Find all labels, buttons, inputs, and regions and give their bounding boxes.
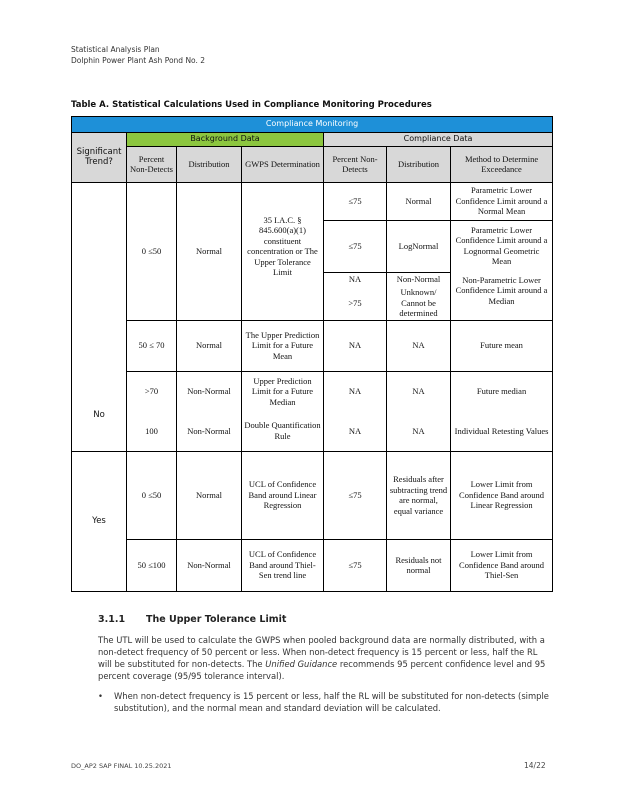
cell-cm-distribution: NA	[387, 320, 451, 371]
col-gwps-determination: GWPS Determination	[242, 146, 324, 182]
col-bg-percent-nondetects: Percent Non-Detects	[127, 146, 177, 182]
header-line-1: Statistical Analysis Plan	[71, 45, 160, 54]
paragraph-italic: Unified Guidance	[265, 659, 338, 669]
cell-cm-distribution: Residuals after subtracting trend are normal, equal variance	[387, 451, 451, 539]
cell-gwps: 35 I.A.C. § 845.600(a)(1) constituent concentration or The Upper Tolerance Limit	[242, 182, 324, 320]
cell-cm-percent: ≤75	[324, 451, 387, 539]
cell-gwps: Upper Prediction Limit for a Future Median	[242, 371, 324, 411]
paragraph-text-2: recommends 95 percent confidence level and 95 percent coverage (95/95 tolerance interval).	[98, 659, 546, 681]
cell-cm-distribution: Unknown/ Cannot be determined	[387, 286, 451, 320]
cell-bg-percent: 100	[127, 411, 177, 451]
trend-no-cell: No	[72, 182, 127, 451]
col-method: Method to Determine Exceedance	[451, 146, 553, 182]
page-number: 14/22	[524, 761, 546, 770]
compliance-data-header: Compliance Data	[324, 133, 553, 147]
table-row	[72, 451, 553, 539]
cell-cm-distribution: NA	[387, 371, 451, 411]
cell-method: Future median	[451, 371, 553, 411]
cell-bg-percent: 50 ≤ 70	[127, 320, 177, 371]
cell-cm-percent: NA	[324, 371, 387, 411]
cell-bg-distribution: Non-Normal	[177, 371, 242, 411]
cell-bg-percent: 50 ≤100	[127, 539, 177, 591]
cell-gwps: UCL of Confidence Band around Linear Regression	[242, 451, 324, 539]
table-row	[72, 371, 553, 411]
table-caption: Table A. Statistical Calculations Used in Compliance Monitoring Procedures	[71, 100, 432, 110]
cell-cm-percent: NA	[324, 320, 387, 371]
cell-cm-distribution: Residuals not normal	[387, 539, 451, 591]
cell-cm-percent: ≤75	[324, 539, 387, 591]
cell-cm-distribution: Non-Normal	[387, 272, 451, 286]
paragraph-text-1: The UTL will be used to calculate the GWPS when pooled background data are normally distributed, with a non-detect frequency of 50 percent or less. When non-detect frequency is 15 percent or less, half the RL will be substituted for non-detects. The	[98, 635, 545, 669]
section-number: 3.1.1	[98, 614, 126, 625]
cell-cm-distribution: LogNormal	[387, 220, 451, 272]
cell-cm-percent: NA	[324, 411, 387, 451]
section-heading	[98, 614, 286, 625]
cell-cm-distribution: Normal	[387, 182, 451, 220]
method-nonparametric: Non-Parametric Lower Confidence Limit around a Median	[455, 274, 548, 306]
cell-method: Individual Retesting Values	[451, 411, 553, 451]
table-row	[72, 411, 553, 451]
cell-gwps: UCL of Confidence Band around Thiel-Sen trend line	[242, 539, 324, 591]
col-bg-distribution: Distribution	[177, 146, 242, 182]
bullet-icon: •	[98, 691, 103, 701]
col-cm-distribution: Distribution	[387, 146, 451, 182]
cell-cm-percent: ≤75	[324, 182, 387, 220]
running-header	[71, 44, 205, 66]
cell-bg-distribution: Normal	[177, 182, 242, 320]
section-title: The Upper Tolerance Limit	[146, 614, 287, 625]
cell-bg-percent: >70	[127, 371, 177, 411]
cell-method: Lower Limit from Confidence Band around Thiel-Sen	[451, 539, 553, 591]
bullet-item	[98, 690, 553, 714]
trend-yes-cell: Yes	[72, 451, 127, 591]
cell-bg-distribution: Non-Normal	[177, 539, 242, 591]
cell-cm-percent: >75	[324, 286, 387, 320]
background-data-header: Background Data	[127, 133, 324, 147]
col-cm-percent-nondetects: Percent Non-Detects	[324, 146, 387, 182]
cell-bg-percent: 0 ≤50	[127, 182, 177, 320]
bullet-text: When non-detect frequency is 15 percent or less, half the RL will be substituted for non-detects (simple substitution), and the normal mean and standard deviation will be calculated.	[114, 691, 549, 713]
method-lognormal: Parametric Lower Confidence Limit around a Lognormal Geometric Mean	[455, 224, 548, 266]
cell-bg-percent: 0 ≤50	[127, 451, 177, 539]
cell-cm-distribution: NA	[387, 411, 451, 451]
table-row	[72, 320, 553, 371]
header-line-2: Dolphin Power Plant Ash Pond No. 2	[71, 56, 206, 65]
cell-bg-distribution: Normal	[177, 320, 242, 371]
cell-method: Future mean	[451, 320, 553, 371]
significant-trend-header: Significant Trend?	[72, 133, 127, 183]
cell-cm-percent: ≤75	[324, 220, 387, 272]
cell-gwps: The Upper Prediction Limit for a Future Mean	[242, 320, 324, 371]
cell-gwps: Double Quantification Rule	[242, 411, 324, 451]
cell-bg-distribution: Normal	[177, 451, 242, 539]
body-paragraph	[98, 634, 553, 682]
cell-method: Lower Limit from Confidence Band around Linear Regression	[451, 451, 553, 539]
cell-method: Parametric Lower Confidence Limit around a Normal Mean	[451, 182, 553, 220]
table-title: Compliance Monitoring	[72, 117, 553, 133]
table-row	[72, 539, 553, 591]
cell-method	[451, 220, 553, 320]
compliance-table	[71, 116, 553, 592]
footer-doc-id: DO_AP2 SAP FINAL 10.25.2021	[71, 762, 172, 770]
cell-bg-distribution: Non-Normal	[177, 411, 242, 451]
cell-cm-percent: NA	[324, 272, 387, 286]
table-row	[72, 182, 553, 220]
